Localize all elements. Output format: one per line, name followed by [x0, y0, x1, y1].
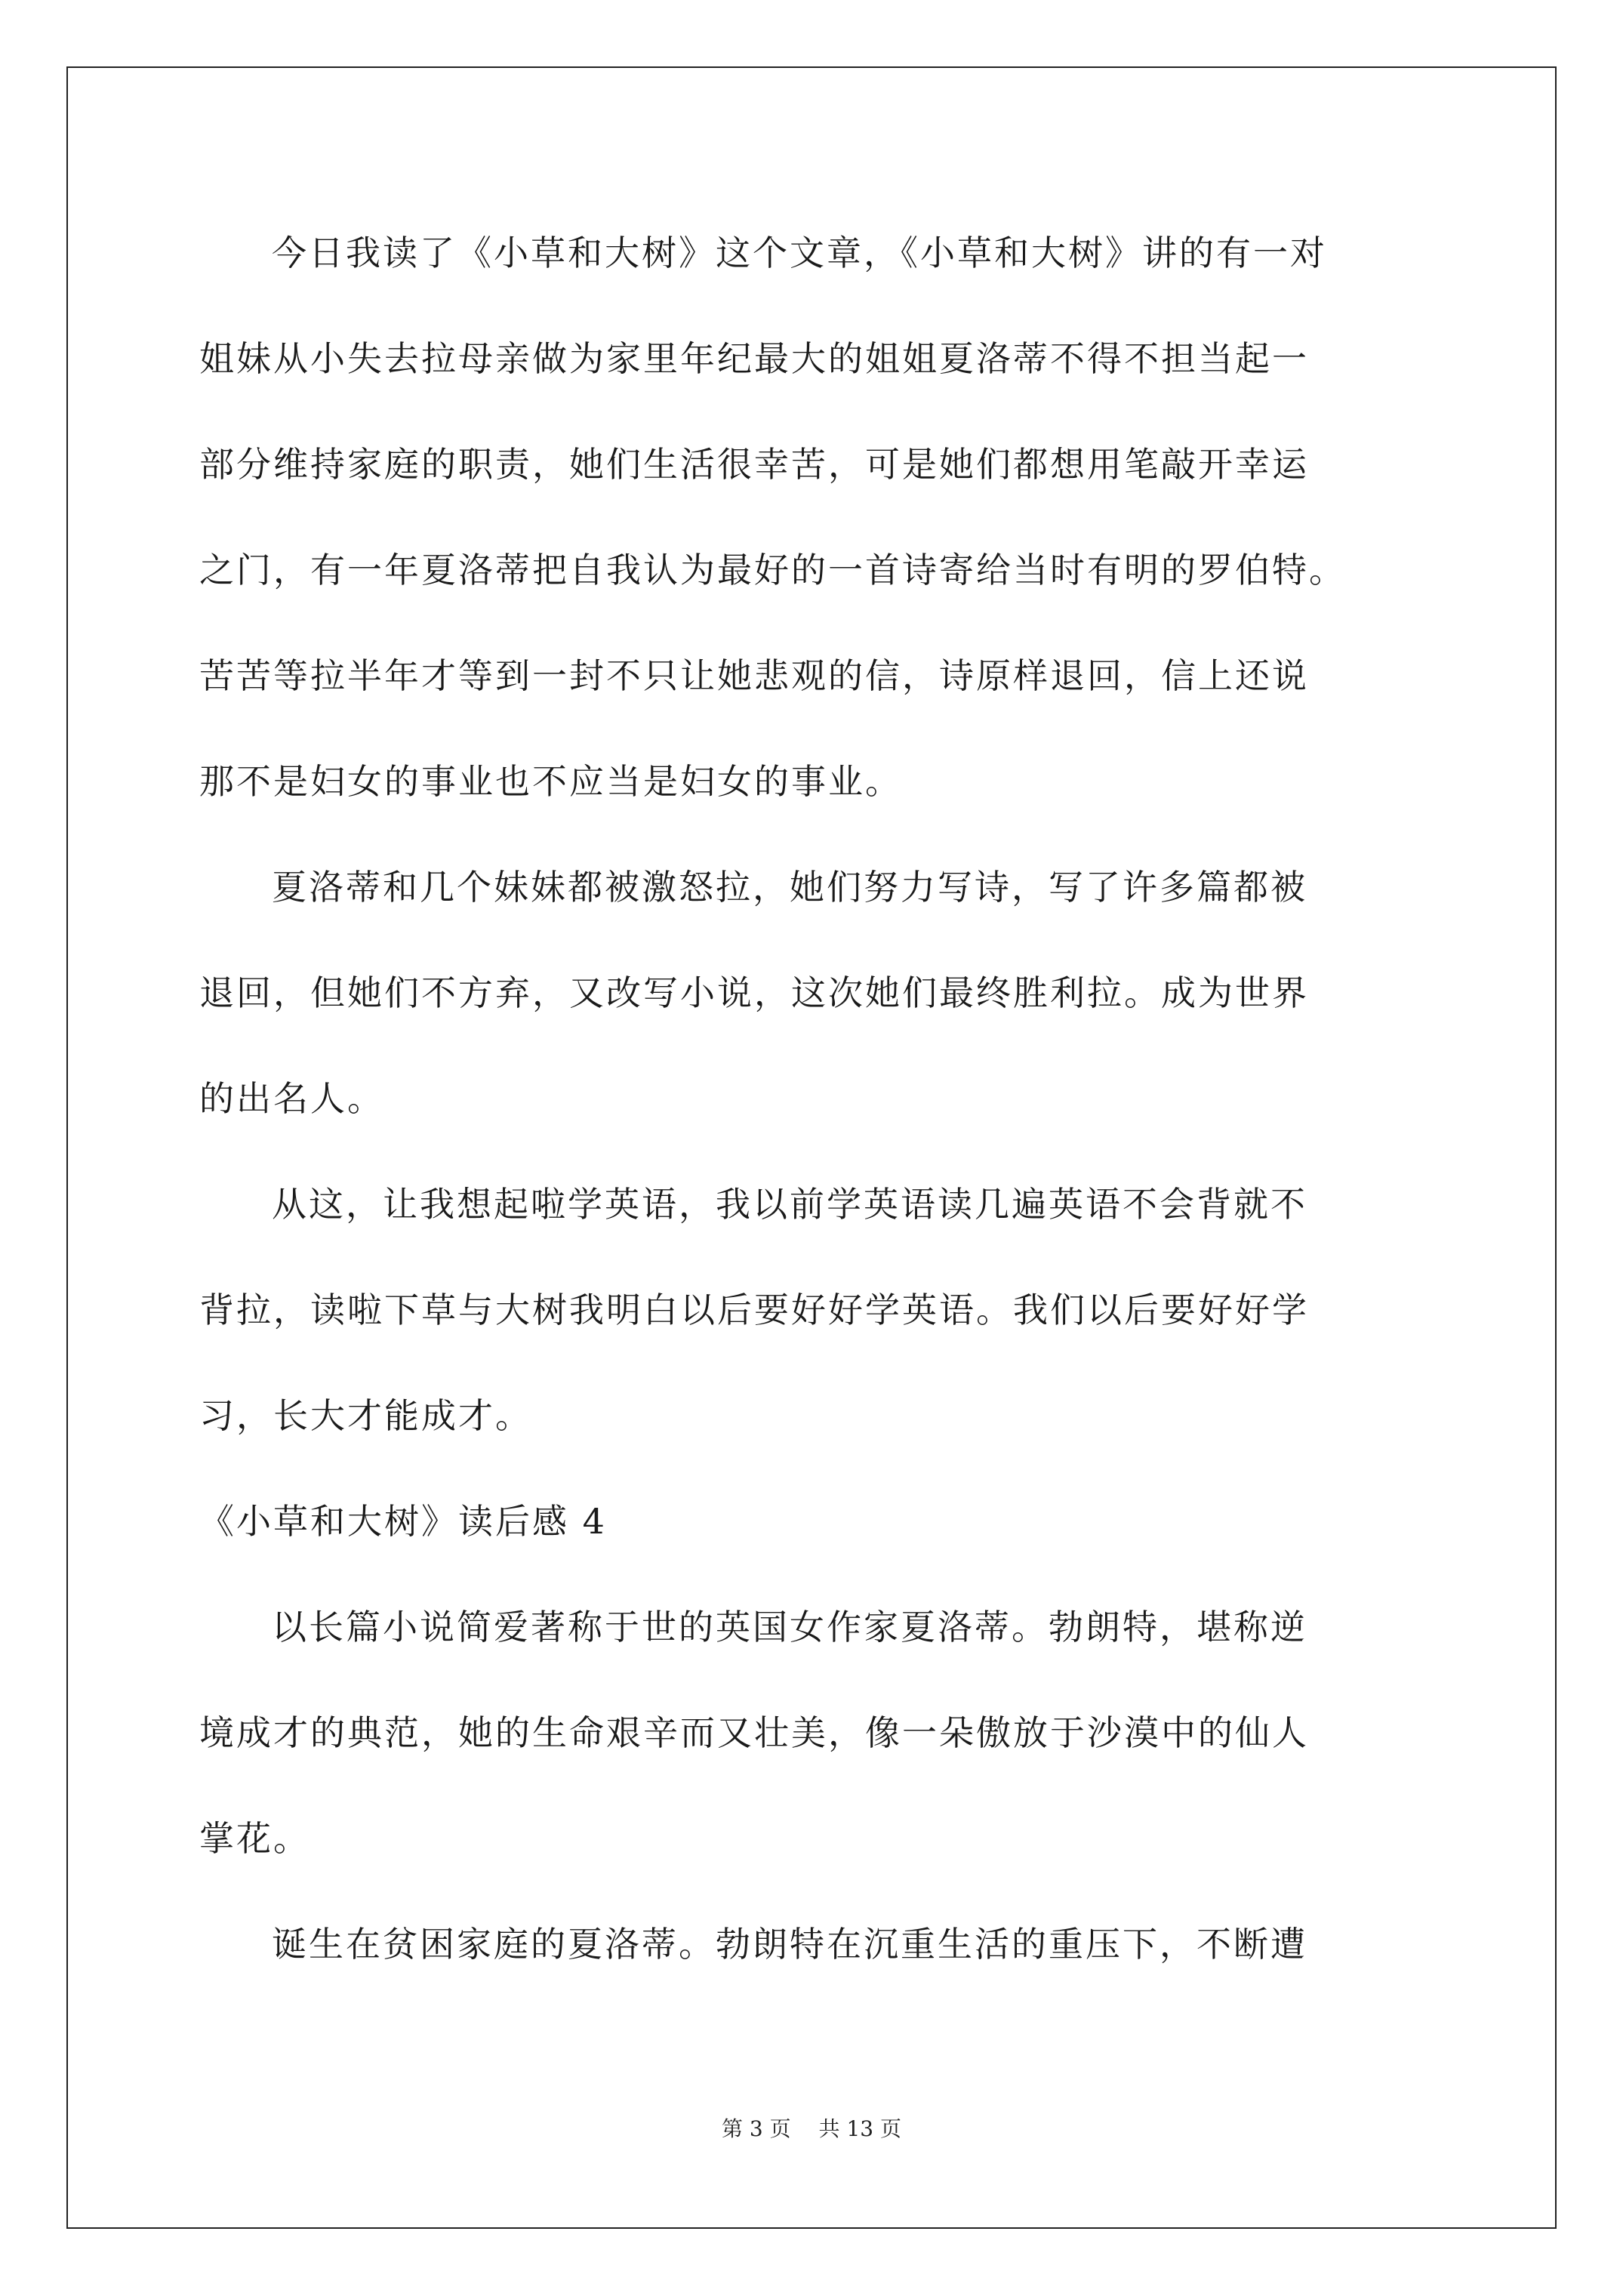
text-line: 退回，但她们不方弃，又改写小说，这次她们最终胜利拉。成为世界	[199, 972, 1309, 1013]
text-line: 以长篇小说简爱著称于世的英国女作家夏洛蒂。勃朗特，堪称逆	[272, 1607, 1307, 1647]
paragraph-1	[199, 211, 1445, 846]
paragraph-4	[199, 1586, 1445, 1903]
text-line: 今日我读了《小草和大树》这个文章，《小草和大树》讲的有一对	[272, 233, 1327, 273]
text-line: 夏洛蒂和几个妹妹都被激怒拉，她们努力写诗，写了许多篇都被	[272, 867, 1307, 908]
page-footer	[0, 2113, 1623, 2143]
text-line: 诞生在贫困家庭的夏洛蒂。勃朗特在沉重生活的重压下，不断遭	[272, 1924, 1307, 1965]
text-line: 从这，让我想起啦学英语，我以前学英语读几遍英语不会背就不	[272, 1184, 1307, 1225]
paragraph-2	[199, 846, 1445, 1163]
text-line: 姐妹从小失去拉母亲做为家里年纪最大的姐姐夏洛蒂不得不担当起一	[199, 338, 1309, 379]
section-heading: 《小草和大树》读后感 4	[199, 1501, 607, 1542]
text-line: 之门，有一年夏洛蒂把自我认为最好的一首诗寄给当时有明的罗伯特。	[199, 550, 1346, 590]
text-line: 的出名人。	[199, 1078, 384, 1119]
text-line: 部分维持家庭的职责，她们生活很幸苦，可是她们都想用笔敲开幸运	[199, 444, 1309, 485]
document-body	[199, 211, 1445, 2008]
paragraph-3	[199, 1163, 1445, 1480]
text-line: 习，长大才能成才。	[199, 1395, 532, 1436]
text-line: 苦苦等拉半年才等到一封不只让她悲观的信，诗原样退回，信上还说	[199, 655, 1309, 696]
page-number: 第 3 页	[722, 2116, 791, 2141]
text-line: 境成才的典范，她的生命艰辛而又壮美，像一朵傲放于沙漠中的仙人	[199, 1712, 1309, 1753]
page-total: 共 13 页	[818, 2116, 901, 2141]
text-line: 那不是妇女的事业也不应当是妇女的事业。	[199, 761, 902, 802]
text-line: 背拉，读啦下草与大树我明白以后要好好学英语。我们以后要好好学	[199, 1290, 1309, 1330]
text-line: 掌花。	[199, 1818, 310, 1859]
paragraph-5	[199, 1903, 1445, 2008]
